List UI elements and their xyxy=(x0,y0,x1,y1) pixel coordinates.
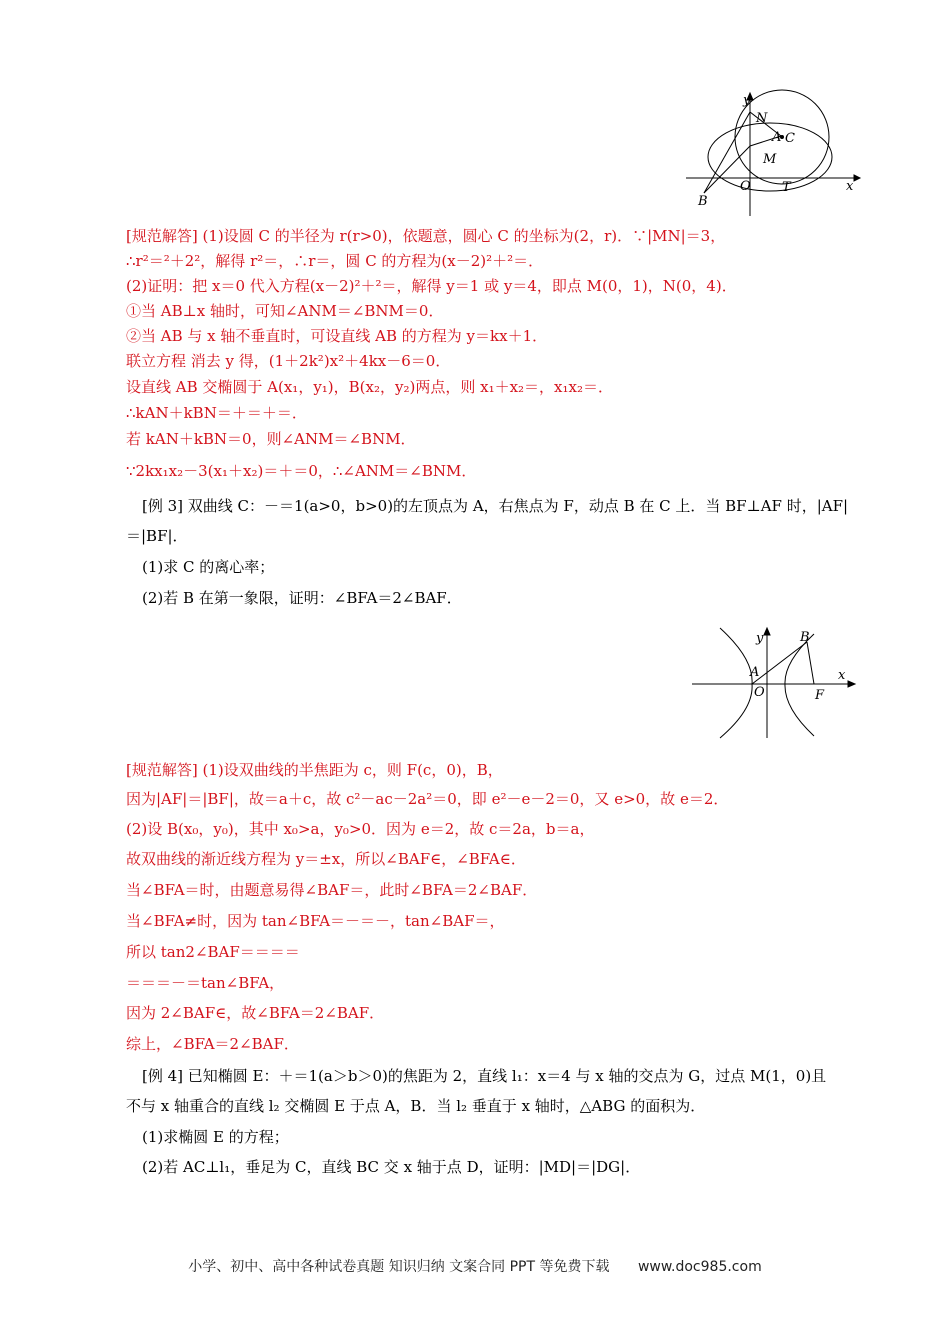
example4-line-2: 不与 x 轴重合的直线 l₂ 交椭圆 E 于点 A，B．当 l₂ 垂直于 x 轴时，△ABG 的面积为． xyxy=(126,1097,706,1115)
fig1-label-T: T xyxy=(782,180,791,195)
fig1-label-M: M xyxy=(763,152,777,167)
fig2-label-x: x xyxy=(838,668,846,683)
example3-line-3: (1)求 C 的离心率； xyxy=(142,558,275,576)
fig2-label-A: A xyxy=(750,665,760,680)
solution1-line-3: (2)证明：把 x＝0 代入方程(x－2)²＋²＝，解得 y＝1 或 y＝4，即点 M(0，1)，N(0，4)． xyxy=(126,277,737,295)
figure-circle-ellipse xyxy=(684,88,864,218)
solution1-line-7: 设直线 AB 交椭圆于 A(x₁，y₁)，B(x₂，y₂)两点，则 x₁＋x₂＝，x₁x₂＝． xyxy=(126,378,614,396)
solution1-line-8: ∴kAN＋kBN＝＋＝＋＝． xyxy=(126,404,307,422)
example4-line-1: [例 4] 已知椭圆 E：＋＝1(a＞b＞0)的焦距为 2，直线 l₁：x＝4 与 x 轴的交点为 G，过点 M(1，0)且 xyxy=(142,1067,827,1085)
fig1-label-A: A xyxy=(772,130,782,145)
solution1-line-2: ∴r²＝²＋2²，解得 r²＝，∴r＝，圆 C 的方程为(x－2)²＋²＝． xyxy=(126,252,544,270)
solution3-line-1: [规范解答] (1)设双曲线的半焦距为 c，则 F(c，0)，B， xyxy=(126,761,503,779)
fig1-label-C: C xyxy=(785,131,795,146)
fig1-label-O: O xyxy=(740,179,751,194)
solution3-line-2: 因为|AF|＝|BF|，故＝a＋c，故 c²－ac－2a²＝0，即 e²－e－2＝0，又 e>0，故 e＝2． xyxy=(126,790,729,808)
solution3-line-8: ＝＝＝－＝tan∠BFA， xyxy=(126,974,285,992)
page-footer xyxy=(0,1256,950,1276)
figure-hyperbola xyxy=(690,624,860,740)
solution3-line-10: 综上，∠BFA＝2∠BAF． xyxy=(126,1035,299,1053)
solution1-line-9: 若 kAN＋kBN＝0，则∠ANM＝∠BNM． xyxy=(126,430,416,448)
solution3-line-4: 故双曲线的渐近线方程为 y＝±x，所以∠BAF∈，∠BFA∈． xyxy=(126,850,526,868)
solution1-line-10: ∵2kx₁x₂－3(x₁＋x₂)＝＋＝0，∴∠ANM＝∠BNM． xyxy=(126,462,477,480)
fig2-label-B: B xyxy=(800,630,810,645)
fig2-label-F: F xyxy=(815,688,825,703)
example3-line-1: [例 3] 双曲线 C：－＝1(a>0，b>0)的左顶点为 A，右焦点为 F，动点 B 在 C 上．当 BF⊥AF 时，|AF| xyxy=(142,497,849,515)
solution1-line-1: [规范解答] (1)设圆 C 的半径为 r(r>0)，依题意，圆心 C 的坐标为(2，r)．∵|MN|＝3， xyxy=(126,227,726,245)
fig1-label-x: x xyxy=(846,179,854,194)
solution3-line-7: 所以 tan2∠BAF＝＝＝＝ xyxy=(126,943,300,961)
solution1-line-4: ①当 AB⊥x 轴时，可知∠ANM＝∠BNM＝0． xyxy=(126,302,444,320)
fig2-label-y: y xyxy=(756,631,764,646)
fig1-label-N: N xyxy=(756,111,768,126)
solution3-line-3: (2)设 B(x₀，y₀)，其中 x₀>a，y₀>0．因为 e＝2，故 c＝2a，b＝a， xyxy=(126,820,595,838)
solution3-line-6: 当∠BFA≠时，因为 tan∠BFA＝－＝－，tan∠BAF＝， xyxy=(126,912,505,930)
example4-line-4: (2)若 AC⊥l₁，垂足为 C，直线 BC 交 x 轴于点 D，证明：|MD|＝|DG|． xyxy=(142,1158,641,1176)
fig1-label-B: B xyxy=(698,194,708,209)
footer-link[interactable]: www.doc985.com xyxy=(637,1259,762,1275)
solution1-line-6: 联立方程 消去 y 得，(1＋2k²)x²＋4kx－6＝0． xyxy=(126,352,451,370)
example3-line-4: (2)若 B 在第一象限，证明：∠BFA＝2∠BAF． xyxy=(142,589,462,607)
fig2-label-O: O xyxy=(754,685,765,700)
example4-line-3: (1)求椭圆 E 的方程； xyxy=(142,1128,289,1146)
solution3-line-9: 因为 2∠BAF∈，故∠BFA＝2∠BAF． xyxy=(126,1004,385,1022)
solution1-line-5: ②当 AB 与 x 轴不垂直时，可设直线 AB 的方程为 y＝kx＋1． xyxy=(126,327,548,345)
solution3-line-5: 当∠BFA＝时，由题意易得∠BAF＝，此时∠BFA＝2∠BAF． xyxy=(126,881,538,899)
footer-text: 小学、初中、高中各种试卷真题 知识归纳 文案合同 PPT 等免费下载 xyxy=(188,1259,610,1275)
fig1-label-y: y xyxy=(743,93,751,108)
example3-line-2: ＝|BF|． xyxy=(126,527,188,545)
